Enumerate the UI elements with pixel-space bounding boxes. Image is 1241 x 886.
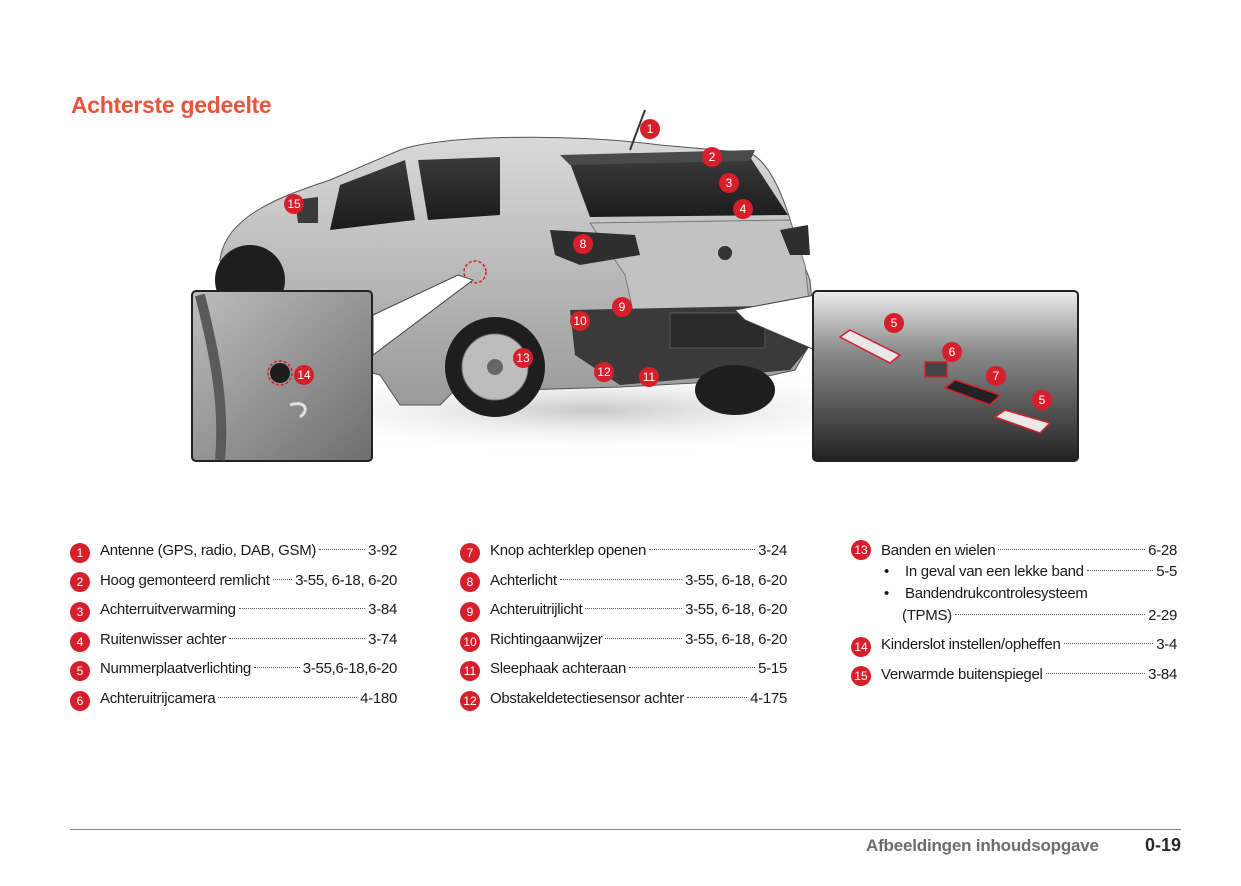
list-item [851,538,1177,561]
callout-15 [284,194,304,214]
callout-11 [639,367,659,387]
list-item [851,632,1177,662]
list-item [70,656,397,686]
index-column-3 [851,538,1177,691]
callout-6 [942,342,962,362]
list-item [70,538,397,568]
callout-5b [1032,390,1052,410]
callout-12 [594,362,614,382]
item-label: Nummerplaatverlichting [100,660,251,678]
item-label: Sleephaak achteraan [490,660,627,678]
list-item [70,597,397,627]
callout-2 [702,147,722,167]
item-page-ref: 3-55, 6-18, 6-20 [685,601,787,619]
vehicle-rear-illustration [190,105,1080,465]
item-page-ref: 3-84 [368,601,397,619]
leader-dots [273,579,293,580]
sub-item-page-ref: 5-5 [1156,563,1177,580]
callout-2-text: 2 [708,150,716,164]
bullet: • [884,585,889,602]
leader-dots [955,614,1145,615]
callout-9-text: 9 [618,300,626,314]
item-number-badge: 15 [851,666,871,686]
footer-section-title: Afbeeldingen inhoudsopgave [866,836,1099,855]
callout-4-text: 4 [739,202,747,216]
item-page-ref: 3-74 [368,630,397,648]
callout-13-text: 13 [516,351,530,365]
page-title: Achterste gedeelte [71,92,272,118]
list-item [460,568,787,598]
leader-dots [629,667,755,668]
callout-1 [640,119,660,139]
sub-item-label: In geval van een lekke band [905,563,1084,580]
sub-item-page-ref: 2-29 [1148,607,1177,624]
leader-dots [687,697,747,698]
callout-3 [719,173,739,193]
item-number-badge: 2 [70,572,90,592]
leader-dots [998,549,1145,550]
item-page-ref: 3-24 [758,542,787,559]
item-number-badge: 11 [460,661,480,681]
callout-9 [612,297,632,317]
item-label: Knop achterklep openen [490,542,647,559]
callout-5b-text: 5 [1038,393,1046,407]
item-number-badge: 7 [460,543,480,563]
index-column-2 [460,538,787,716]
list-item [460,597,787,627]
sub-list-item-continued [851,605,1177,627]
item-number-badge: 9 [460,602,480,622]
item-label: Richtingaanwijzer [490,630,603,648]
item-page-ref: 3-55,6-18,6-20 [302,660,397,678]
callout-1-text: 1 [646,122,654,136]
item-label: Achterruitverwarming [100,601,236,619]
callout-11-text: 11 [642,370,656,384]
item-page-ref: 3-84 [1148,665,1177,683]
inset-license-camera [813,291,1078,461]
item-page-ref: 4-175 [750,689,787,707]
item-number-badge: 14 [851,637,871,657]
sub-list-item [851,583,1177,605]
callout-15-text: 15 [287,197,301,211]
callout-8-text: 8 [579,237,587,251]
callout-10-text: 10 [573,314,587,328]
item-label: Hoog gemonteerd remlicht [100,571,270,589]
leader-dots [560,579,682,580]
item-label: Achteruitrijcamera [100,689,216,707]
item-label: Antenne (GPS, radio, DAB, GSM) [100,542,317,559]
callout-12-text: 12 [597,365,611,379]
item-label: Obstakeldetectiesensor achter [490,689,684,707]
leader-dots [218,697,357,698]
leader-dots [239,608,365,609]
leader-dots [585,608,682,609]
list-item [460,538,787,568]
item-label: Achteruitrijlicht [490,601,583,619]
list-item [70,568,397,598]
item-label: Achterlicht [490,571,557,589]
leader-dots [229,638,365,639]
item-page-ref: 6-28 [1148,542,1177,559]
list-item [70,686,397,716]
item-label: Kinderslot instellen/opheffen [881,636,1061,653]
item-page-ref: 3-4 [1156,636,1177,653]
item-number-badge: 8 [460,572,480,592]
sub-item-label: Bandendrukcontrolesysteem [905,585,1088,602]
item-page-ref: 4-180 [360,689,397,707]
item-label: Verwarmde buitenspiegel [881,665,1043,683]
leader-dots [1046,673,1146,674]
callout-7 [986,366,1006,386]
callout-4 [733,199,753,219]
list-item [851,662,1177,692]
callout-13 [513,348,533,368]
callout-14 [294,365,314,385]
item-number-badge: 6 [70,691,90,711]
item-page-ref: 3-55, 6-18, 6-20 [295,571,397,589]
list-item [70,627,397,657]
item-number-badge: 1 [70,543,90,563]
callout-5a-text: 5 [890,316,898,330]
index-column-1 [70,538,397,716]
item-label: Ruitenwisser achter [100,630,227,648]
callout-5a [884,313,904,333]
item-page-ref: 3-55, 6-18, 6-20 [685,571,787,589]
callout-3-text: 3 [725,176,733,190]
item-number-badge: 5 [70,661,90,681]
callout-6-text: 6 [948,345,956,359]
item-page-ref: 3-92 [368,542,397,559]
item-page-ref: 3-55, 6-18, 6-20 [685,630,787,648]
callout-8 [573,234,593,254]
sub-item-label: (TPMS) [902,607,952,624]
list-item [460,686,787,716]
item-number-badge: 13 [851,540,871,560]
leader-dots [649,549,755,550]
bullet: • [884,563,889,580]
list-item [460,656,787,686]
leader-dots [605,638,682,639]
leader-dots [254,667,300,668]
callout-14-text: 14 [297,368,311,382]
callout-7-text: 7 [992,369,1000,383]
sub-list-item [851,561,1177,583]
item-number-badge: 12 [460,691,480,711]
inset-child-lock [192,291,372,461]
vehicle-rear-svg [190,105,1080,465]
leader-dots [1064,643,1154,644]
leader-dots [1087,570,1154,571]
callout-10 [570,311,590,331]
item-label: Banden en wielen [881,542,996,559]
item-number-badge: 10 [460,632,480,652]
item-number-badge: 3 [70,602,90,622]
footer-divider [70,829,1181,830]
item-page-ref: 5-15 [758,660,787,678]
page-number: 0-19 [1145,835,1182,855]
item-number-badge: 4 [70,632,90,652]
list-item [460,627,787,657]
leader-dots [319,549,365,550]
